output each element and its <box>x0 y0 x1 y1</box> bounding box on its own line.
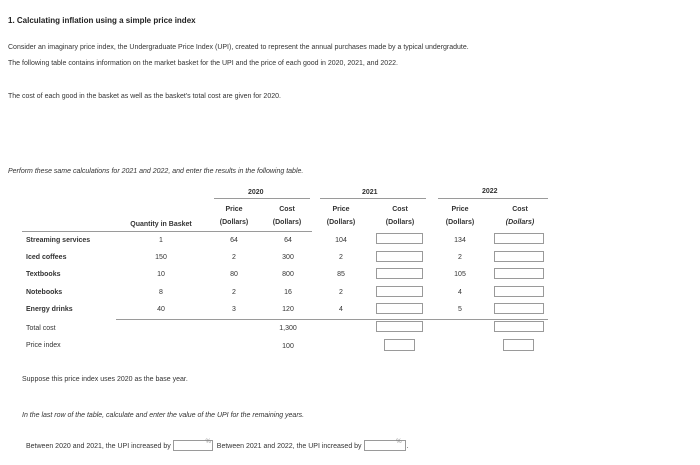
total-cost-2022-input[interactable] <box>494 321 544 332</box>
price-2021-iced-coffees: 2 <box>339 254 343 261</box>
total-cost-2020: 1,300 <box>279 325 297 332</box>
intro-line-2: The following table contains information on the market basket for the UPI and the price of each good in 2020, 2021, and 2022. <box>8 60 398 67</box>
price-2021-energy-drinks: 4 <box>339 306 343 313</box>
cost-2020-textbooks: 800 <box>282 271 294 278</box>
cost-2020-header: Cost <box>279 206 295 213</box>
answer-line <box>26 440 409 452</box>
row-label-streaming: Streaming services <box>26 237 91 244</box>
price-2022-unit: (Dollars) <box>445 219 475 226</box>
cost-2021-header: Cost <box>392 206 408 213</box>
cost-2021-streaming-input[interactable] <box>376 233 423 244</box>
price-2020-notebooks: 2 <box>232 289 236 296</box>
cost-2022-header: Cost <box>512 206 528 213</box>
cost-2020-streaming: 64 <box>284 237 292 244</box>
price-2020-iced-coffees: 2 <box>232 254 236 261</box>
row-label-energy-drinks: Energy drinks <box>26 306 73 313</box>
cost-2020-unit: (Dollars) <box>272 219 302 226</box>
between-2020-2021-label: Between 2020 and 2021, the UPI increased by <box>26 442 171 450</box>
price-2021-notebooks: 2 <box>339 289 343 296</box>
cost-2022-notebooks-input[interactable] <box>494 286 544 297</box>
year-2020-header: 2020 <box>248 189 264 196</box>
intro-line-1: Consider an imaginary price index, the Undergraduate Price Index (UPI), created to represent the annual purchases made by a typical undergradute. <box>8 44 469 51</box>
price-2021-header: Price <box>332 206 350 213</box>
price-2022-notebooks: 4 <box>458 289 462 296</box>
qty-textbooks: 10 <box>157 271 165 278</box>
row-label-iced-coffees: Iced coffees <box>26 254 67 261</box>
qty-notebooks: 8 <box>159 289 163 296</box>
cost-2020-energy-drinks: 120 <box>282 306 294 313</box>
price-2022-energy-drinks: 5 <box>458 306 462 313</box>
perform-instructions: Perform these same calculations for 2021 and 2022, and enter the results in the following table. <box>8 168 304 175</box>
row-label-textbooks: Textbooks <box>26 271 61 278</box>
between-2021-2022-label: Between 2021 and 2022, the UPI increased by <box>216 442 362 450</box>
cost-2021-unit: (Dollars) <box>385 219 415 226</box>
price-index-label: Price index <box>26 342 61 349</box>
year-2021-header: 2021 <box>362 189 378 196</box>
cost-2020-iced-coffees: 300 <box>282 254 294 261</box>
cost-2021-notebooks-input[interactable] <box>376 286 423 297</box>
cost-2022-unit: (Dollars) <box>505 219 535 226</box>
cost-2021-textbooks-input[interactable] <box>376 268 423 279</box>
cost-2021-iced-coffees-input[interactable] <box>376 251 423 262</box>
price-2021-textbooks: 85 <box>337 271 345 278</box>
cost-2020-notebooks: 16 <box>284 289 292 296</box>
price-2021-streaming: 104 <box>335 237 347 244</box>
price-index-2022-input[interactable] <box>503 339 534 351</box>
percent-unit-2: % <box>396 439 402 445</box>
price-2022-iced-coffees: 2 <box>458 254 462 261</box>
percent-unit-1: % <box>205 439 211 445</box>
price-2021-unit: (Dollars) <box>326 219 356 226</box>
cost-2022-streaming-input[interactable] <box>494 233 544 244</box>
total-cost-label: Total cost <box>26 325 56 332</box>
price-index-2020: 100 <box>282 343 294 350</box>
cost-2021-energy-drinks-input[interactable] <box>376 303 423 314</box>
quantity-header: Quantity in Basket <box>130 221 192 228</box>
price-index-2021-input[interactable] <box>384 339 415 351</box>
base-year-note: Suppose this price index uses 2020 as the base year. <box>22 376 188 383</box>
price-2020-streaming: 64 <box>230 237 238 244</box>
year-2022-header: 2022 <box>482 188 498 195</box>
sentence-period: . <box>406 442 409 450</box>
cost-2022-textbooks-input[interactable] <box>494 268 544 279</box>
question-title: 1. Calculating inflation using a simple price index <box>8 16 196 25</box>
price-2020-header: Price <box>225 206 243 213</box>
price-2020-textbooks: 80 <box>230 271 238 278</box>
price-2022-header: Price <box>451 206 469 213</box>
total-cost-2021-input[interactable] <box>376 321 423 332</box>
qty-iced-coffees: 150 <box>155 254 167 261</box>
qty-energy-drinks: 40 <box>157 306 165 313</box>
price-2022-streaming: 134 <box>454 237 466 244</box>
price-2020-energy-drinks: 3 <box>232 306 236 313</box>
price-2022-textbooks: 105 <box>454 271 466 278</box>
price-2020-unit: (Dollars) <box>219 219 249 226</box>
cost-2022-iced-coffees-input[interactable] <box>494 251 544 262</box>
cost-2022-energy-drinks-input[interactable] <box>494 303 544 314</box>
row-label-notebooks: Notebooks <box>26 289 63 296</box>
cost-note: The cost of each good in the basket as well as the basket's total cost are given for 2020. <box>8 93 281 100</box>
qty-streaming: 1 <box>159 237 163 244</box>
last-row-note: In the last row of the table, calculate and enter the value of the UPI for the remaining years. <box>22 412 305 419</box>
